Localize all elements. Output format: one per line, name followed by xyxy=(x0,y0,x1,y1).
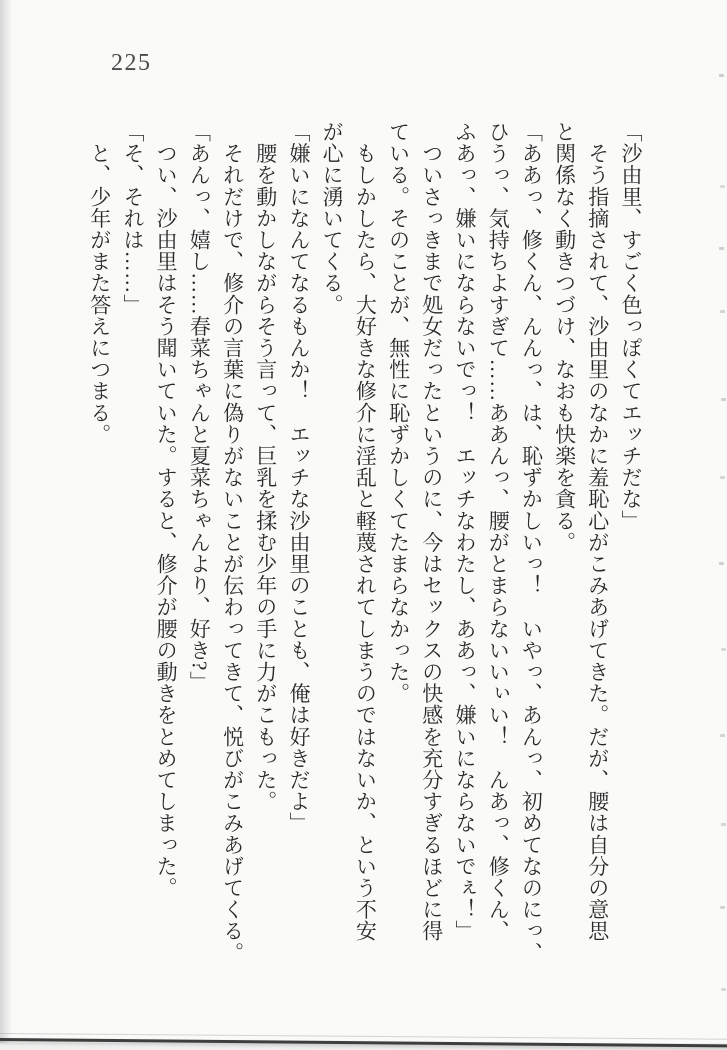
text-column: つい、沙由里はそう聞いていた。すると、修介が腰の動きをとめてしまった。 xyxy=(154,121,179,899)
page-number: 225 xyxy=(111,50,152,76)
text-column: そう指摘されて、沙由里のなかに羞恥心がこみあげてきた。だが、腰は自分の意思 xyxy=(585,121,610,942)
text-column: 「ああっ、修くん、んんっ、は、恥ずかしいっ！ いやっ、あんっ、初めてなのにっ、 xyxy=(519,121,544,964)
text-column: ついさっきまで処女だったというのに、今はセックスの快感を充分すぎるほどに得 xyxy=(419,121,444,942)
text-column: と関係なく動きつづけ、なおも快楽を貪る。 xyxy=(552,121,577,553)
text-column: が心に湧いてくる。 xyxy=(320,121,345,316)
text-block xyxy=(83,121,647,964)
text-column: 「そ、それは……」 xyxy=(120,121,145,316)
text-column: もしかしたら、大好きな修介に淫乱と軽蔑されてしまうのではないか、という不安 xyxy=(353,121,378,942)
text-column: ひうっ、気持ちよすぎて……ああんっ、腰がとまらないいぃい！ んあっ、修くん、 xyxy=(486,121,511,942)
text-column: ている。そのことが、無性に恥ずかしくてたまらなかった。 xyxy=(386,121,411,705)
text-column: 「沙由里、すごく色っぽくてエッチだな」 xyxy=(619,121,643,532)
text-column: 腰を動かしながらそう言って、巨乳を揉む少年の手に力がこもった。 xyxy=(253,121,278,813)
text-column: と、少年がまた答えにつまる。 xyxy=(87,121,112,445)
text-column: それだけで、修介の言葉に偽りがないことが伝わってきて、悦びがこみあげてくる。 xyxy=(220,121,245,964)
text-column: 「あんっ、嬉し……春菜ちゃんと夏菜ちゃんより、好き?」 xyxy=(187,121,212,693)
scan-specks xyxy=(719,74,724,77)
scan-edge-shadow-left xyxy=(0,0,12,1050)
text-column: ふあっ、嫌いにならないでっ！ エッチなわたし、ああっ、嫌いにならないでぇ！」 xyxy=(452,121,477,942)
text-column: 「嫌いになんてなるもんか！ エッチな沙由里のことも、俺は好きだよ」 xyxy=(286,121,311,834)
